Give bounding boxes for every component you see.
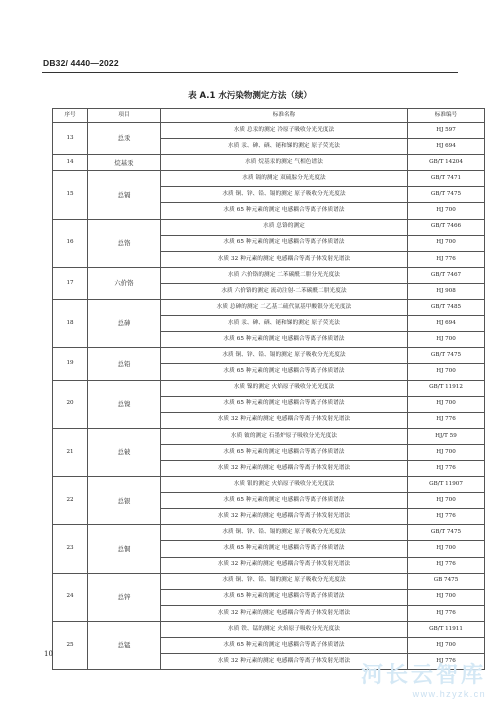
cell-standard-name: 水质 汞、砷、硒、铋和锑的测定 原子荧光法 [161,139,408,155]
page-number: 10 [44,650,53,658]
table-row [53,267,485,283]
cell-standard-name: 水质 65 种元素的测定 电感耦合等离子体质谱法 [161,203,408,219]
table-row [53,573,485,589]
table-row [53,300,485,316]
cell-standard-code: GB/T 14204 [408,155,485,171]
cell-seq: 19 [53,348,88,380]
cell-standard-name: 水质 32 种元素的测定 电感耦合等离子体发射光谱法 [161,412,408,428]
cell-standard-name: 水质 65 种元素的测定 电感耦合等离子体质谱法 [161,493,408,509]
table-row [53,348,485,364]
cell-standard-code: HJ 700 [408,444,485,460]
watermark-url: www.hzyzk.cn [412,689,486,699]
table-row [53,155,485,171]
table-row [53,621,485,637]
cell-standard-code: HJ 776 [408,460,485,476]
cell-standard-name: 水质 铜、锌、铅、镉的测定 原子吸收分光光度法 [161,348,408,364]
standards-table [52,108,485,670]
cell-standard-code: HJ 700 [408,589,485,605]
cell-item: 总铅 [88,348,161,380]
cell-standard-code: GB/T 7485 [408,300,485,316]
cell-standard-code: GB 7475 [408,573,485,589]
cell-item: 总汞 [88,123,161,155]
cell-standard-code: HJ 908 [408,283,485,299]
cell-standard-code: HJ 700 [408,203,485,219]
cell-seq: 20 [53,380,88,428]
cell-standard-code: HJ 597 [408,123,485,139]
cell-standard-name: 水质 镉的测定 双硫腙分光光度法 [161,171,408,187]
cell-standard-code: GB/T 11912 [408,380,485,396]
cell-standard-name: 水质 六价铬的测定 流动注射-二苯碳酰二肼光度法 [161,283,408,299]
cell-seq: 16 [53,219,88,267]
cell-item: 总银 [88,477,161,525]
cell-standard-code: HJ 776 [408,654,485,670]
cell-item: 六价铬 [88,267,161,299]
cell-item: 总铜 [88,525,161,573]
cell-standard-name: 水质 汞、砷、硒、铋和锑的测定 原子荧光法 [161,316,408,332]
cell-item: 总镍 [88,380,161,428]
cell-standard-name: 水质 银的测定 火焰原子吸收分光光度法 [161,477,408,493]
table-row [53,428,485,444]
cell-standard-code: HJ 776 [408,412,485,428]
cell-standard-name: 水质 总汞的测定 冷原子吸收分光光度法 [161,123,408,139]
table-header-row [53,109,485,123]
document-code: DB32/ 4440—2022 [43,58,119,68]
cell-standard-name: 水质 镍的测定 火焰原子吸收分光光度法 [161,380,408,396]
cell-standard-code: HJ 776 [408,509,485,525]
cell-standard-code: HJ 776 [408,251,485,267]
cell-standard-code: GB/T 7475 [408,348,485,364]
cell-standard-code: HJ 700 [408,332,485,348]
cell-standard-name: 水质 65 种元素的测定 电感耦合等离子体质谱法 [161,589,408,605]
cell-item: 总砷 [88,300,161,348]
cell-standard-code: GB/T 7467 [408,267,485,283]
cell-standard-name: 水质 32 种元素的测定 电感耦合等离子体发射光谱法 [161,251,408,267]
cell-standard-code: GB/T 11907 [408,477,485,493]
cell-standard-code: GB/T 7475 [408,525,485,541]
cell-seq: 25 [53,621,88,669]
cell-standard-name: 水质 65 种元素的测定 电感耦合等离子体质谱法 [161,541,408,557]
cell-standard-name: 水质 32 种元素的测定 电感耦合等离子体发射光谱法 [161,460,408,476]
cell-standard-name: 水质 铁、锰的测定 火焰原子吸收分光光度法 [161,621,408,637]
cell-item: 总镉 [88,171,161,219]
cell-standard-code: HJ 700 [408,364,485,380]
cell-standard-code: GB/T 11911 [408,621,485,637]
table-body [53,123,485,670]
watermark-logo [361,658,486,699]
cell-seq: 15 [53,171,88,219]
cell-standard-code: HJ 700 [408,235,485,251]
header-seq: 序号 [53,109,88,123]
cell-item: 总锌 [88,573,161,621]
table-row [53,219,485,235]
cell-seq: 22 [53,477,88,525]
table-row [53,380,485,396]
cell-standard-code: HJ 776 [408,557,485,573]
cell-standard-name: 水质 32 种元素的测定 电感耦合等离子体发射光谱法 [161,654,408,670]
cell-standard-name: 水质 65 种元素的测定 电感耦合等离子体质谱法 [161,235,408,251]
cell-standard-name: 水质 总铬的测定 [161,219,408,235]
cell-seq: 17 [53,267,88,299]
cell-seq: 23 [53,525,88,573]
cell-item: 总铬 [88,219,161,267]
cell-standard-code: HJ 776 [408,605,485,621]
cell-standard-name: 水质 六价铬的测定 二苯碳酰二肼分光光度法 [161,267,408,283]
cell-standard-name: 水质 32 种元素的测定 电感耦合等离子体发射光谱法 [161,557,408,573]
cell-standard-code: GB/T 7475 [408,187,485,203]
cell-standard-name: 水质 65 种元素的测定 电感耦合等离子体质谱法 [161,444,408,460]
cell-standard-code: GB/T 7471 [408,171,485,187]
cell-seq: 13 [53,123,88,155]
cell-standard-code: HJ/T 59 [408,428,485,444]
cell-standard-name: 水质 铜、锌、铅、镉的测定 原子吸收分光光度法 [161,525,408,541]
cell-seq: 14 [53,155,88,171]
cell-standard-name: 水质 65 种元素的测定 电感耦合等离子体质谱法 [161,396,408,412]
cell-standard-name: 水质 32 种元素的测定 电感耦合等离子体发射光谱法 [161,605,408,621]
header-item: 项目 [88,109,161,123]
header-code: 标准编号 [408,109,485,123]
cell-seq: 21 [53,428,88,476]
cell-standard-code: HJ 700 [408,493,485,509]
cell-standard-name: 水质 铜、锌、铅、镉的测定 原子吸收分光光度法 [161,573,408,589]
cell-standard-name: 水质 65 种元素的测定 电感耦合等离子体质谱法 [161,332,408,348]
cell-standard-name: 水质 烷基汞的测定 气相色谱法 [161,155,408,171]
table-row [53,477,485,493]
cell-standard-code: HJ 700 [408,396,485,412]
cell-standard-code: GB/T 7466 [408,219,485,235]
table-title: 表 A.1 水污染物测定方法（续） [188,91,312,101]
cell-item: 烷基汞 [88,155,161,171]
cell-standard-name: 水质 铜、锌、铅、镉的测定 原子吸收分光光度法 [161,187,408,203]
cell-standard-code: HJ 694 [408,316,485,332]
header-rule [42,72,458,73]
cell-seq: 18 [53,300,88,348]
cell-standard-name: 水质 65 种元素的测定 电感耦合等离子体质谱法 [161,364,408,380]
cell-seq: 24 [53,573,88,621]
table-row [53,171,485,187]
table-row [53,123,485,139]
cell-standard-code: HJ 694 [408,139,485,155]
cell-standard-name: 水质 总砷的测定 二乙基二硫代氨基甲酸银分光光度法 [161,300,408,316]
cell-item: 总铍 [88,428,161,476]
cell-standard-name: 水质 铍的测定 石墨炉原子吸收分光光度法 [161,428,408,444]
cell-standard-code: HJ 700 [408,638,485,654]
cell-standard-name: 水质 65 种元素的测定 电感耦合等离子体质谱法 [161,638,408,654]
watermark-text: 河长云智库 [360,663,486,688]
header-name: 标准名称 [161,109,408,123]
cell-standard-code: HJ 700 [408,541,485,557]
cell-item: 总锰 [88,621,161,669]
table-row [53,525,485,541]
cell-standard-name: 水质 32 种元素的测定 电感耦合等离子体发射光谱法 [161,509,408,525]
